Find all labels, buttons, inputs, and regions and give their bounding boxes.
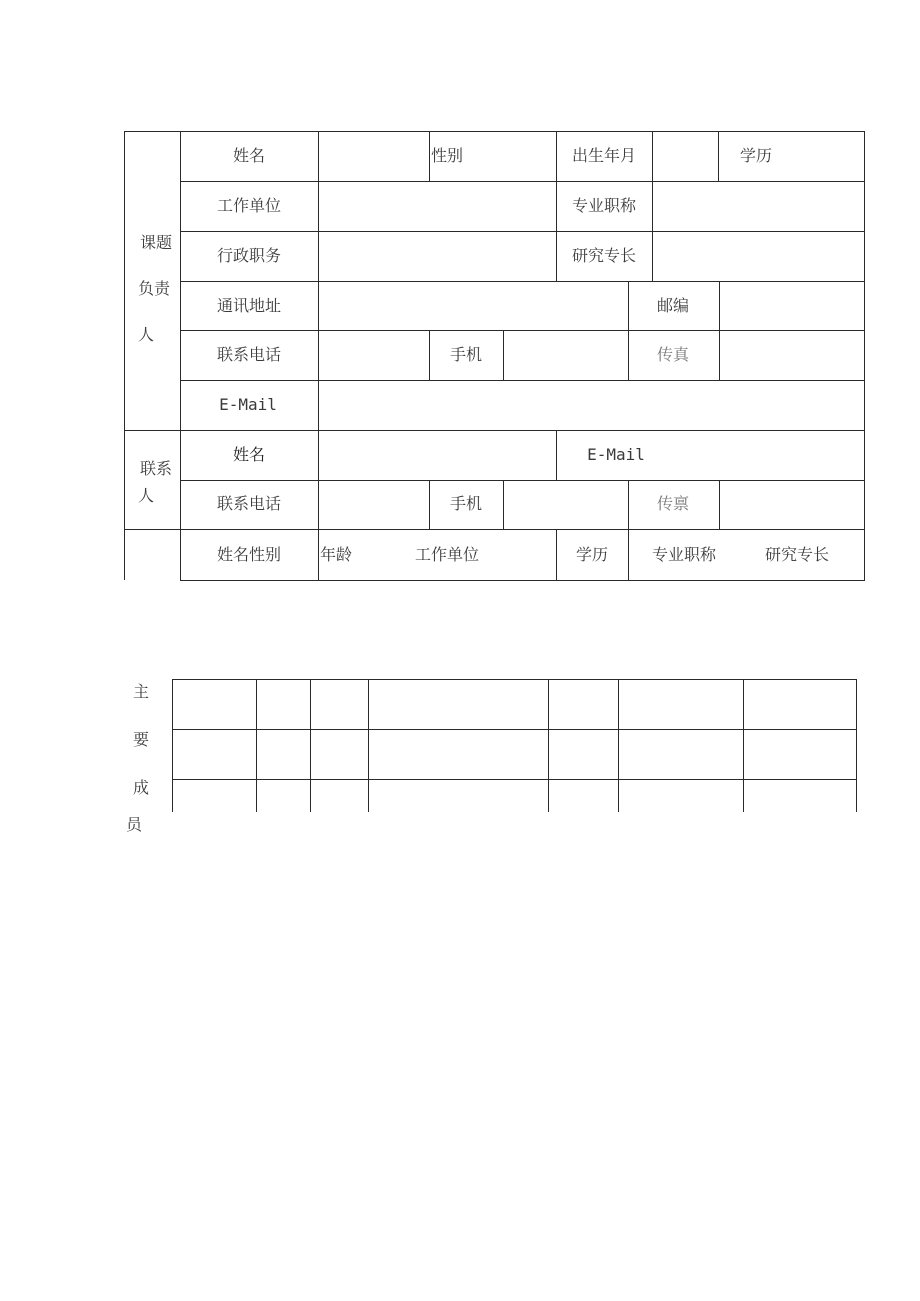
leader-mobile-label: 手机 [449,345,483,364]
leader-gender-label: 性别 [431,146,464,165]
leader-group-label-line2: 负责 [137,279,171,298]
members-label-char3: 成 [132,778,150,797]
contact-group-label-line1: 联系 [139,459,173,478]
leader-education-label: 学历 [740,146,773,165]
leader-research-field-label: 研究专长 [571,246,637,265]
leader-address-label: 通讯地址 [216,296,282,315]
members-research-field-label: 研究专长 [764,545,830,564]
leader-admin-post-label: 行政职务 [216,246,282,265]
members-education-label: 学历 [575,545,609,564]
leader-workplace-label: 工作单位 [216,196,282,215]
members-label-char2: 要 [132,730,150,749]
contact-group-label-line2: 人 [137,486,155,505]
leader-fax-label: 传真 [656,345,690,364]
members-label-char1: 主 [132,682,150,701]
contact-email-label: E-Mail [587,445,645,464]
leader-birth-label: 出生年月 [571,146,637,165]
contact-phone-label: 联系电话 [216,494,282,513]
members-workplace-label: 工作单位 [414,545,480,564]
leader-group-label-line3: 人 [137,325,155,344]
members-name-gender-label: 姓名性别 [216,545,282,564]
leader-email-label: E-Mail [219,395,277,414]
members-title-label: 专业职称 [651,545,717,564]
contact-fax-label: 传禀 [656,494,690,513]
leader-name-label: 姓名 [232,146,266,165]
leader-phone-label: 联系电话 [216,345,282,364]
contact-name-label: 姓名 [232,445,266,464]
members-label-char4: 员 [125,815,143,834]
members-age-label: 年龄 [320,545,353,564]
contact-mobile-label: 手机 [449,494,483,513]
leader-group-label-line1: 课题 [139,233,173,252]
leader-title-label: 专业职称 [571,196,637,215]
leader-postcode-label: 邮编 [656,296,690,315]
